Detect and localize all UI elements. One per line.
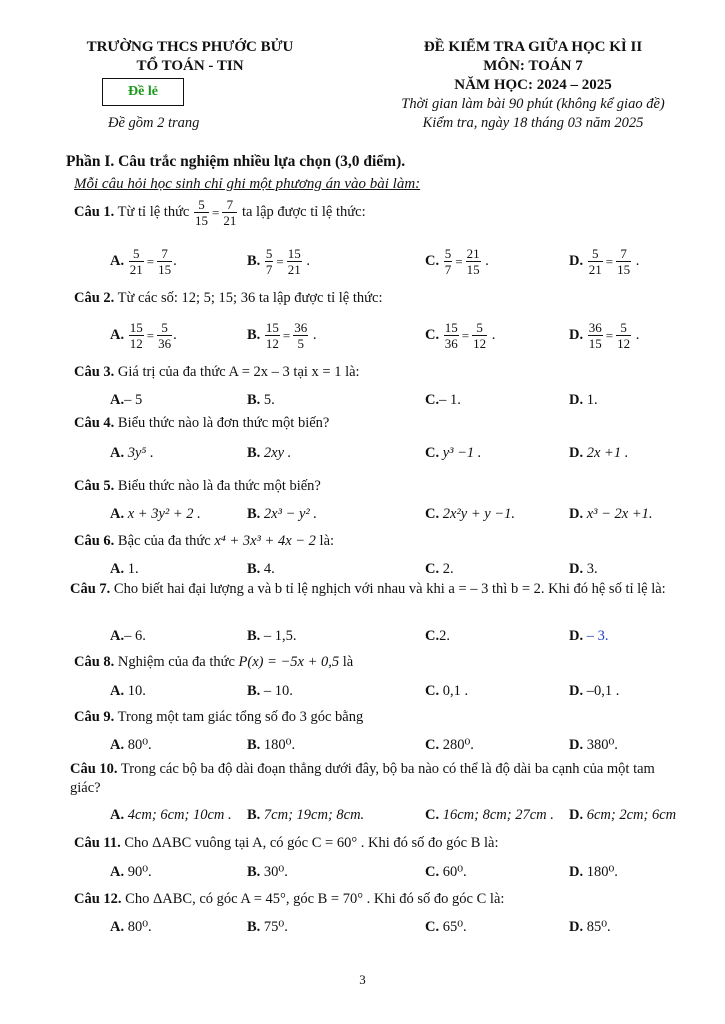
pages-note: Đề gồm 2 trang [108, 115, 200, 131]
exam-date: Kiểm tra, ngày 18 tháng 03 năm 2025 [422, 115, 644, 131]
question-number: Câu 12. [74, 891, 122, 907]
option-b: B. 2x³ − y² . [247, 506, 318, 522]
question-11 [74, 834, 499, 853]
option-a: A. 10. [110, 683, 146, 699]
option-c: C. $\frac{15}{36}$ = $\frac{5}{12}$ . [425, 320, 496, 351]
option-c: C. 65⁰. [425, 919, 467, 935]
question-12 [74, 890, 504, 909]
question-text: Cho ΔABC vuông tại A, có góc C = 60° . Khi đó số đo góc B là: [124, 835, 499, 851]
option-d: D. 1. [569, 392, 598, 408]
option-d: D. 380⁰. [569, 737, 618, 753]
option-b: B. 180⁰. [247, 737, 296, 753]
option-a: A. $\frac{5}{21}$ = $\frac{7}{15}$ . [110, 246, 177, 277]
question-number: Câu 11. [74, 835, 121, 851]
option-a: A. 3y⁵ . [110, 445, 154, 461]
option-a: A. 1. [110, 561, 139, 577]
question-text: là: [319, 533, 335, 549]
question-text: Biểu thức nào là đơn thức một biến? [117, 415, 330, 431]
question-number: Câu 4. [74, 415, 115, 431]
question-text: Biểu thức nào là đa thức một biến? [117, 478, 321, 494]
question-number: Câu 10. [70, 761, 118, 777]
polynomial: x⁴ + 3x³ + 4x − 2 [214, 533, 316, 549]
question-text: Cho ΔABC, có góc A = 45°, góc B = 70° . Khi đó số đo góc C là: [125, 891, 505, 907]
time-note: Thời gian làm bài 90 phút (không kể giao đề) [401, 96, 665, 112]
option-b: B. 30⁰. [247, 864, 288, 880]
option-d: D. 180⁰. [569, 864, 618, 880]
question-text: Bậc của đa thức [117, 533, 211, 549]
question-text: Trong một tam giác tổng số đo 3 góc bằng [117, 709, 364, 725]
option-d: D. –0,1 . [569, 683, 620, 699]
option-a: A.– 5 [110, 392, 143, 408]
variant-box: Đề lẻ [102, 78, 184, 106]
option-c: C. 60⁰. [425, 864, 467, 880]
option-b: B. 75⁰. [247, 919, 288, 935]
question-5 [74, 477, 321, 496]
question-number: Câu 7. [70, 581, 111, 597]
option-a: A. x + 3y² + 2 . [110, 506, 201, 522]
question-6 [74, 532, 334, 551]
option-a: A. 80⁰. [110, 737, 152, 753]
question-text: là [342, 654, 354, 670]
page-number: 3 [359, 972, 366, 987]
option-d: D. $\frac{5}{21}$ = $\frac{7}{15}$ . [569, 246, 640, 277]
option-d: D. 85⁰. [569, 919, 611, 935]
option-b: B. – 1,5. [247, 628, 297, 644]
question-9 [74, 708, 363, 727]
school-year: NĂM HỌC: 2024 – 2025 [454, 77, 612, 93]
question-text: Giá trị của đa thức A = 2x – 3 tại x = 1 là: [117, 364, 360, 380]
option-b: B. 7cm; 19cm; 8cm. [247, 807, 365, 823]
question-text: Trong các bộ ba độ dài đoạn thẳng dưới đây, bộ ba nào có thể là độ dài ba cạnh của một tam giác? [70, 761, 655, 796]
instruction: Mỗi câu hỏi học sinh chỉ ghi một phương án vào bài làm: [74, 176, 421, 192]
header-left [70, 38, 310, 76]
option-d: D. x³ − 2x +1. [569, 506, 653, 522]
question-text: Nghiệm của đa thức [117, 654, 235, 670]
option-d: D. 2x +1 . [569, 445, 629, 461]
question-text: ta lập được tỉ lệ thức: [241, 203, 366, 220]
option-d: D. 6cm; 2cm; 6cm [569, 807, 677, 823]
option-a: A. 80⁰. [110, 919, 152, 935]
question-2 [74, 289, 382, 308]
option-c: C. 16cm; 8cm; 27cm . [425, 807, 554, 823]
option-c: C. $\frac{5}{7}$ = $\frac{21}{15}$ . [425, 246, 489, 277]
option-a: A.– 6. [110, 628, 146, 644]
option-c: C.2. [425, 628, 450, 644]
option-a: A. $\frac{15}{12}$ = $\frac{5}{36}$ . [110, 320, 177, 351]
question-7 [70, 580, 680, 599]
option-c: C. 0,1 . [425, 683, 469, 699]
question-text: Từ các số: 12; 5; 15; 36 ta lập được tỉ lệ thức: [117, 290, 383, 306]
option-b: B. $\frac{5}{7}$ = $\frac{15}{21}$ . [247, 246, 311, 277]
option-b: B. $\frac{15}{12}$ = $\frac{36}{5}$ . [247, 320, 317, 351]
question-number: Câu 6. [74, 533, 115, 549]
question-3 [74, 363, 360, 382]
exam-title: ĐỀ KIỂM TRA GIỮA HỌC KÌ II [423, 39, 643, 55]
option-d: D. – 3. [569, 628, 609, 644]
fraction: $\frac{5}{15}$ [194, 197, 208, 228]
option-d: D. 3. [569, 561, 598, 577]
option-b: B. 5. [247, 392, 275, 408]
option-c: C. 2. [425, 561, 454, 577]
option-d: D. $\frac{36}{15}$ = $\frac{5}{12}$ . [569, 320, 640, 351]
question-text: Từ tỉ lệ thức [117, 203, 190, 220]
question-number: Câu 5. [74, 478, 115, 494]
question-number: Câu 1. [74, 203, 115, 220]
option-c: C. y³ −1 . [425, 445, 482, 461]
option-a: A. 4cm; 6cm; 10cm . [110, 807, 232, 823]
option-b: B. – 10. [247, 683, 293, 699]
section-title: Phần I. Câu trắc nghiệm nhiều lựa chọn (3,0 điểm). [66, 153, 406, 170]
question-number: Câu 8. [74, 654, 115, 670]
option-b: B. 4. [247, 561, 275, 577]
option-b: B. 2xy . [247, 445, 292, 461]
subject: MÔN: TOÁN 7 [483, 58, 583, 74]
option-c: C.– 1. [425, 392, 461, 408]
option-a: A. 90⁰. [110, 864, 152, 880]
polynomial: P(x) = −5x + 0,5 [238, 654, 340, 670]
option-c: C. 2x²y + y −1. [425, 506, 515, 522]
question-8 [74, 653, 353, 672]
option-c: C. 280⁰. [425, 737, 474, 753]
question-number: Câu 9. [74, 709, 115, 725]
question-number: Câu 3. [74, 364, 115, 380]
question-4 [74, 414, 329, 433]
header-right [378, 38, 688, 133]
department: TỔ TOÁN - TIN [136, 58, 244, 74]
question-text: Cho biết hai đại lượng a và b tỉ lệ nghịch với nhau và khi a = – 3 thì b = 2. Khi đó hệ số tỉ lệ là: [113, 581, 666, 597]
question-number: Câu 2. [74, 290, 115, 306]
question-1: Câu 1. Từ tỉ lệ thức $\frac{5}{15}$ = $\frac{7}{21}$ ta lập được tỉ lệ thức: [74, 197, 366, 228]
fraction: $\frac{7}{21}$ [223, 197, 237, 228]
question-10 [70, 760, 680, 798]
school-name: TRƯỜNG THCS PHƯỚC BỬU [86, 39, 294, 55]
